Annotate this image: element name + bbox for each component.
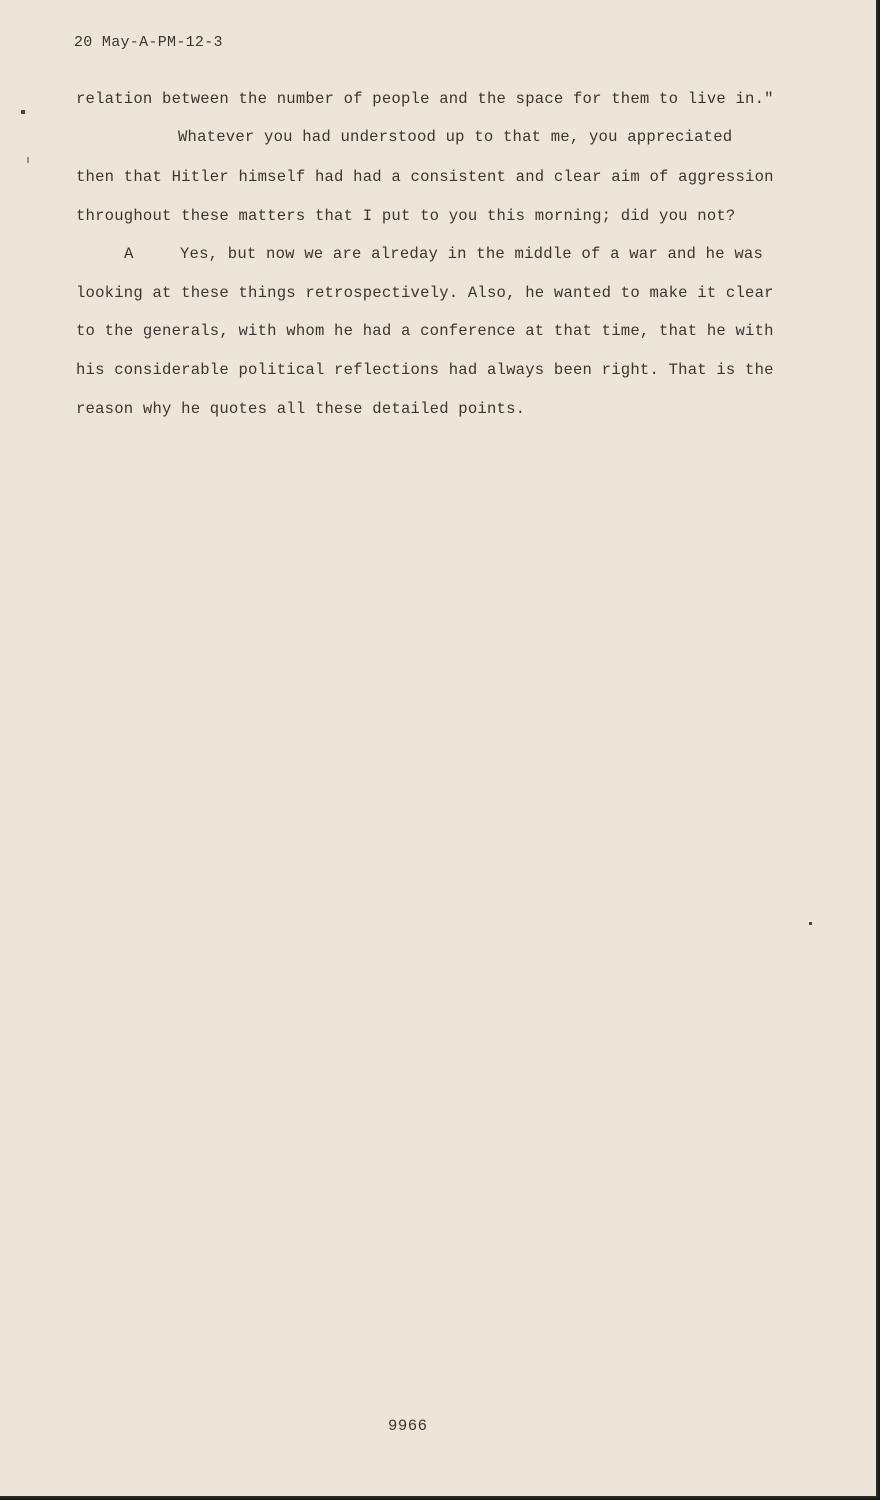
answer-line — [76, 245, 796, 263]
page-number: 9966 — [388, 1417, 428, 1435]
text-line: looking at these things retrospectively. Also, he wanted to make it clear — [76, 284, 774, 302]
ink-speck — [809, 922, 812, 925]
text-line: Whatever you had understood up to that me, you appreciated — [178, 128, 733, 146]
ink-speck — [27, 157, 29, 163]
text-line: then that Hitler himself had had a consistent and clear aim of aggression — [76, 168, 774, 186]
text-line: reason why he quotes all these detailed points. — [76, 400, 526, 418]
text-line: Yes, but now we are alreday in the middle of a war and he was — [180, 245, 764, 263]
text-line: throughout these matters that I put to you this morning; did you not? — [76, 207, 736, 225]
text-line: relation between the number of people and the space for them to live in." — [76, 90, 774, 108]
text-line: to the generals, with whom he had a conference at that time, that he with — [76, 322, 774, 340]
text-line: his considerable political reflections had always been right. That is the — [76, 361, 774, 379]
answer-marker: A — [124, 245, 134, 263]
document-header: 20 May-A-PM-12-3 — [74, 34, 223, 51]
ink-speck — [21, 110, 25, 114]
